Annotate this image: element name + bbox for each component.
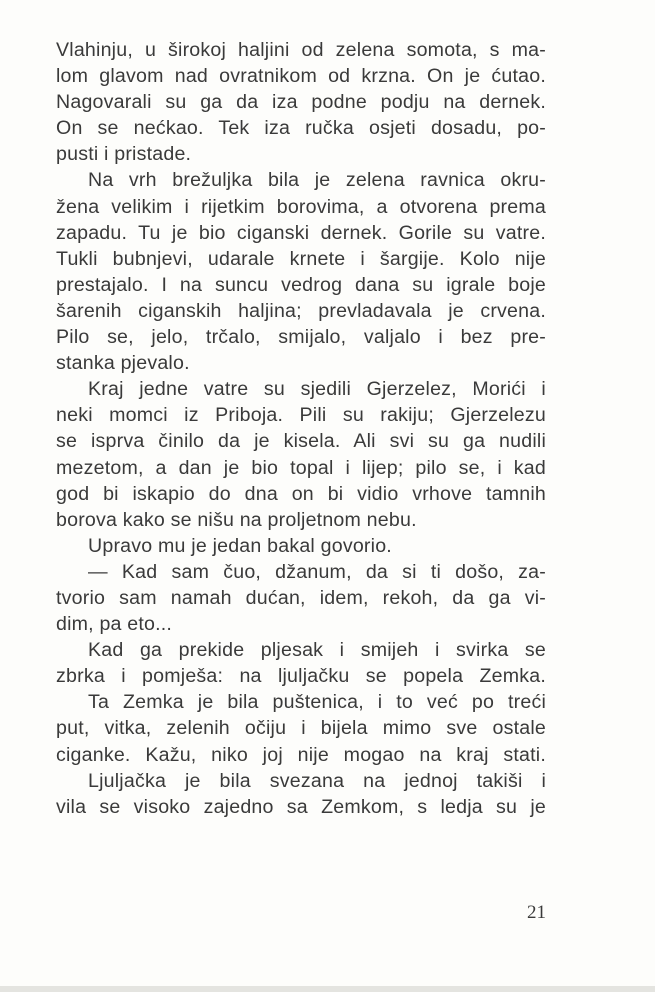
text-line: zapadu. Tu je bio ciganski dernek. Gorile su vatre.: [56, 221, 546, 244]
text-line: zbrka i pomješa: na ljuljačku se popela Zemka.: [56, 665, 546, 688]
text-line: Tukli bubnjevi, udarale krnete i šargije. Kolo nije: [56, 247, 546, 270]
text-line: lom glavom nad ovratnikom od krzna. On je ćutao.: [56, 65, 546, 88]
text-line: šarenih ciganskih haljina; prevladavala je crvena.: [56, 299, 546, 322]
text-line: — Kad sam čuo, džanum, da si ti došo, za-: [88, 560, 546, 583]
text-line: put, vitka, zelenih očiju i bijela mimo sve ostale: [56, 717, 546, 740]
text-line: borova kako se nišu na proljetnom nebu.: [56, 508, 417, 531]
text-line: vila se visoko zajedno sa Zemkom, s ledja su je: [56, 795, 546, 818]
page-number: 21: [527, 902, 546, 923]
text-line: Na vrh brežuljka bila je zelena ravnica okru-: [88, 169, 546, 192]
text-line: pusti i pristade.: [56, 143, 192, 166]
text-line: neki momci iz Priboja. Pili su rakiju; Gjerzelezu: [56, 404, 546, 427]
text-line: Vlahinju, u širokoj haljini od zelena somota, s ma-: [56, 39, 546, 61]
text-line: žena velikim i rijetkim borovima, a otvorena prema: [56, 195, 546, 218]
text-line: Ta Zemka je bila puštenica, i to već po treći: [88, 691, 546, 714]
text-line: stanka pjevalo.: [56, 352, 190, 375]
text-line: Ljuljačka je bila svezana na jednoj takiši i: [88, 769, 546, 792]
body-text: [56, 37, 546, 820]
text-line: prestajalo. I na suncu vedrog dana su igrale boje: [56, 273, 546, 296]
text-line: Kraj jedne vatre su sjedili Gjerzelez, Morići i: [88, 378, 546, 401]
text-line: Nagovarali su ga da iza podne podju na dernek.: [56, 91, 546, 114]
text-line: tvorio sam namah dućan, idem, rekoh, da ga vi-: [56, 586, 546, 609]
page-bottom-edge: [0, 986, 655, 992]
text-line: god bi iskapio do dna on bi vidio vrhove tamnih: [56, 482, 546, 505]
text-line: mezetom, a dan je bio topal i lijep; pilo se, i kad: [56, 456, 546, 479]
text-line: se isprva činilo da je kisela. Ali svi su ga nudili: [56, 430, 546, 453]
text-line: Upravo mu je jedan bakal govorio.: [88, 534, 392, 557]
text-line: Pilo se, jelo, trčalo, smijalo, valjalo i bez pre-: [56, 326, 546, 349]
text-line: Kad ga prekide pljesak i smijeh i svirka se: [88, 639, 546, 662]
text-line: dim, pa eto...: [56, 613, 173, 636]
text-line: On se nećkao. Tek iza ručka osjeti dosadu, po-: [56, 117, 546, 140]
text-line: ciganke. Kažu, niko joj nije mogao na kraj stati.: [56, 743, 546, 766]
